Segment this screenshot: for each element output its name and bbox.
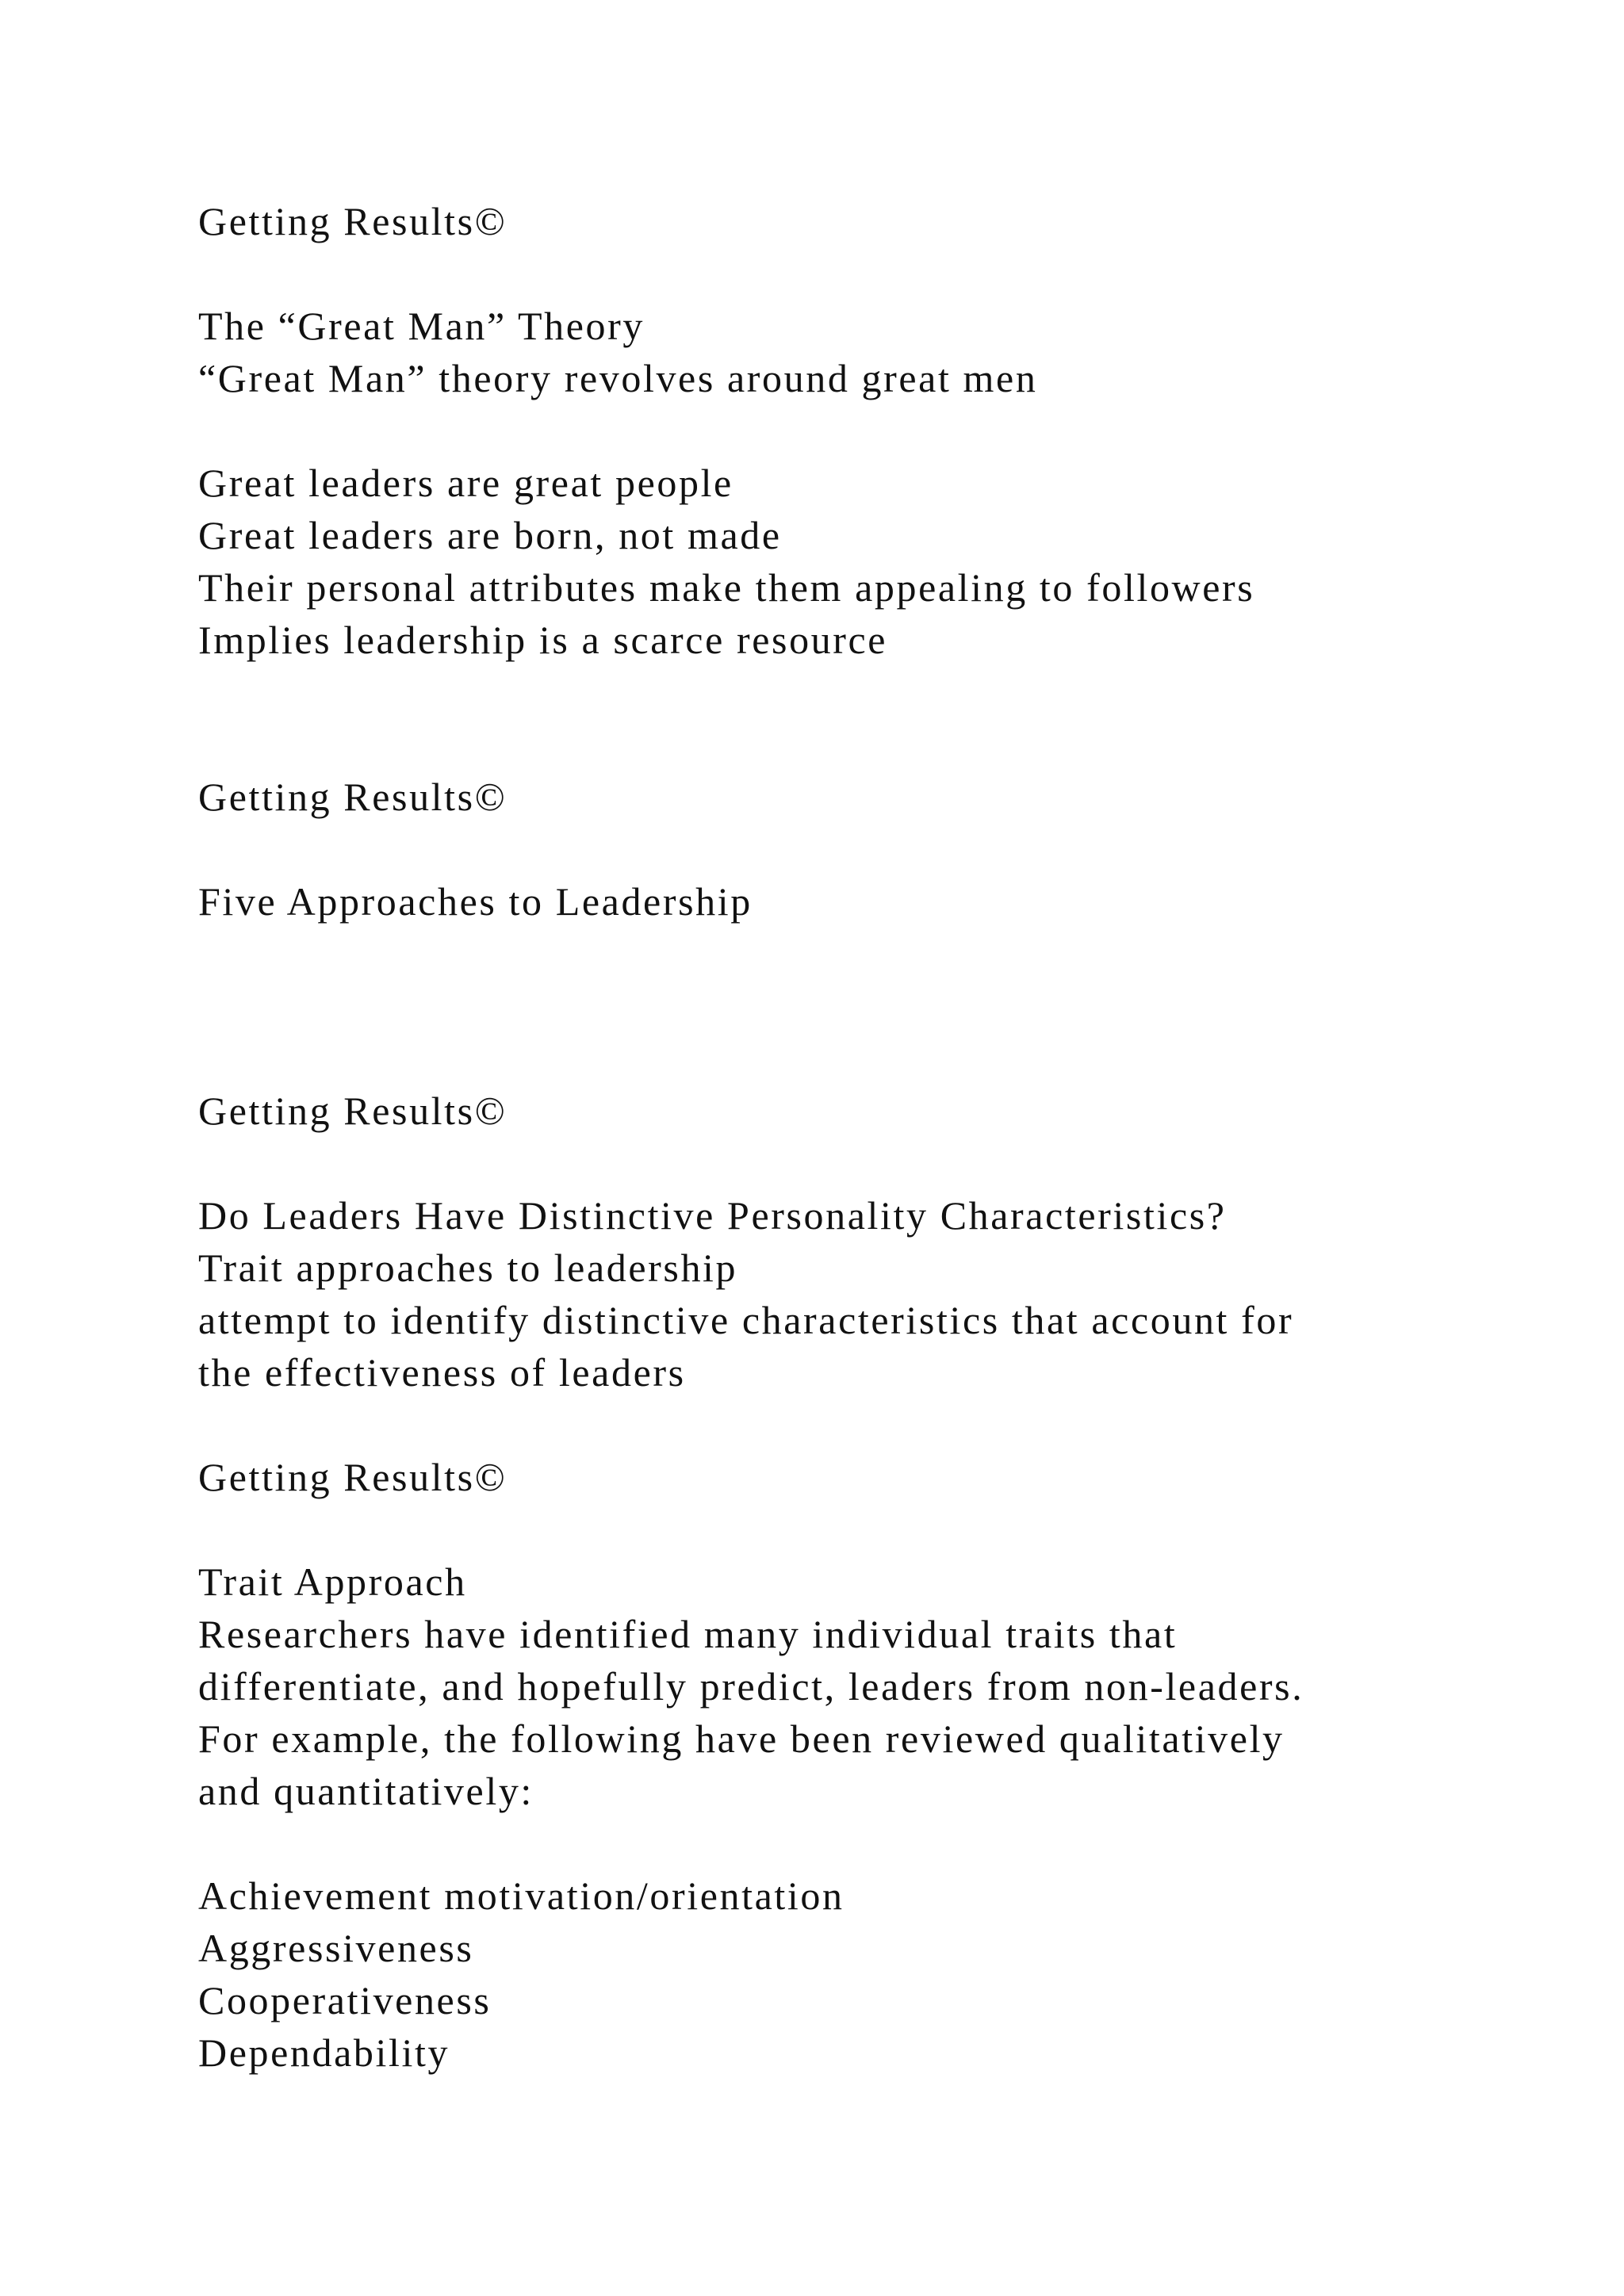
blank-line — [198, 1137, 1467, 1189]
slide-title: The “Great Man” Theory — [198, 304, 645, 348]
text-line: the effectiveness of leaders — [198, 1350, 686, 1395]
text-line: attempt to identify distinctive characteristics that account for — [198, 1298, 1294, 1342]
slide-title: Trait Approach — [198, 1559, 467, 1604]
blank-line — [198, 1399, 1467, 1451]
text-line: “Great Man” theory revolves around great men — [198, 356, 1038, 400]
blank-line — [198, 247, 1467, 300]
text-line: Great leaders are great people — [198, 461, 733, 505]
text-line: Trait approaches to leadership — [198, 1246, 738, 1290]
list-item: Cooperativeness — [198, 1978, 492, 2022]
text-line: Their personal attributes make them appealing to followers — [198, 565, 1255, 610]
section-header: Getting Results© — [198, 775, 508, 819]
text-line: For example, the following have been reviewed qualitatively — [198, 1716, 1285, 1761]
text-line: Researchers have identified many individual traits that — [198, 1612, 1178, 1656]
text-line: Implies leadership is a scarce resource — [198, 618, 888, 662]
blank-line — [198, 1503, 1467, 1556]
list-item: Dependability — [198, 2030, 450, 2075]
blank-line — [198, 1817, 1467, 1869]
slide-title: Do Leaders Have Distinctive Personality Characteristics? — [198, 1193, 1227, 1238]
blank-line — [198, 1032, 1467, 1085]
section-header: Getting Results© — [198, 1089, 508, 1133]
blank-line — [198, 823, 1467, 875]
blank-line — [198, 718, 1467, 771]
text-line: Great leaders are born, not made — [198, 513, 782, 557]
blank-line — [198, 928, 1467, 980]
blank-line — [198, 404, 1467, 457]
text-line: differentiate, and hopefully predict, leaders from non-leaders. — [198, 1664, 1304, 1709]
section-header: Getting Results© — [198, 199, 508, 243]
list-item: Aggressiveness — [198, 1926, 474, 1970]
slide-title: Five Approaches to Leadership — [198, 879, 753, 924]
document-body — [198, 195, 1467, 2079]
section-header: Getting Results© — [198, 1455, 508, 1499]
blank-line — [198, 666, 1467, 718]
text-line: and quantitatively: — [198, 1769, 534, 1813]
list-item: Achievement motivation/orientation — [198, 1873, 845, 1918]
blank-line — [198, 980, 1467, 1032]
